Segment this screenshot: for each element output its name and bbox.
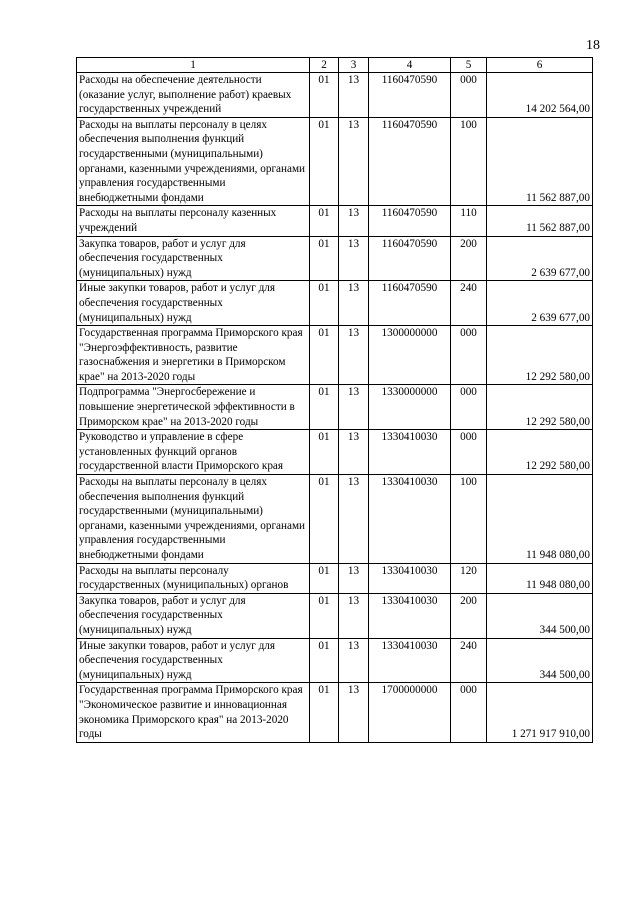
table-row	[77, 638, 593, 683]
row-amount: 12 292 580,00	[487, 385, 593, 430]
row-section-code: 01	[310, 326, 339, 385]
page-number: 18	[586, 38, 600, 53]
column-header: 5	[451, 58, 487, 73]
row-section-code: 01	[310, 683, 339, 742]
row-subsection-code: 13	[339, 281, 369, 326]
row-amount: 11 562 887,00	[487, 117, 593, 206]
row-description: Закупка товаров, работ и услуг для обеспечения государственных (муниципальных) нужд	[77, 593, 310, 638]
column-header: 4	[369, 58, 451, 73]
row-target-article: 1330410030	[369, 430, 451, 475]
row-target-article: 1160470590	[369, 73, 451, 118]
row-subsection-code: 13	[339, 117, 369, 206]
row-target-article: 1160470590	[369, 236, 451, 281]
row-target-article: 1330410030	[369, 563, 451, 593]
row-description: Расходы на выплаты персоналу в целях обеспечения выполнения функций государственными (муниципальными) органами, казенными учреждениями, органами управления государственными внебюджетными фондами	[77, 117, 310, 206]
row-expense-type: 000	[451, 430, 487, 475]
row-subsection-code: 13	[339, 430, 369, 475]
row-target-article: 1330410030	[369, 593, 451, 638]
row-target-article: 1300000000	[369, 326, 451, 385]
row-expense-type: 000	[451, 73, 487, 118]
table-row	[77, 683, 593, 742]
row-expense-type: 120	[451, 563, 487, 593]
row-section-code: 01	[310, 430, 339, 475]
row-description: Государственная программа Приморского края "Энергоэффективность, развитие газоснабжения и энергетики в Приморском крае" на 2013-2020 годы	[77, 326, 310, 385]
row-subsection-code: 13	[339, 475, 369, 564]
table-row	[77, 326, 593, 385]
row-section-code: 01	[310, 206, 339, 236]
row-section-code: 01	[310, 563, 339, 593]
row-amount: 11 562 887,00	[487, 206, 593, 236]
row-expense-type: 100	[451, 475, 487, 564]
row-subsection-code: 13	[339, 206, 369, 236]
row-description: Руководство и управление в сфере установленных функций органов государственной власти Приморского края	[77, 430, 310, 475]
row-section-code: 01	[310, 236, 339, 281]
row-amount: 2 639 677,00	[487, 236, 593, 281]
table-row	[77, 73, 593, 118]
row-description: Подпрограмма "Энергосбережение и повышение энергетической эффективности в Приморском крае" на 2013-2020 годы	[77, 385, 310, 430]
row-expense-type: 000	[451, 385, 487, 430]
row-subsection-code: 13	[339, 638, 369, 683]
row-section-code: 01	[310, 385, 339, 430]
row-target-article: 1160470590	[369, 117, 451, 206]
row-amount: 2 639 677,00	[487, 281, 593, 326]
table-row	[77, 385, 593, 430]
row-target-article: 1160470590	[369, 206, 451, 236]
row-amount: 14 202 564,00	[487, 73, 593, 118]
row-target-article: 1160470590	[369, 281, 451, 326]
table-row	[77, 206, 593, 236]
row-expense-type: 240	[451, 638, 487, 683]
table-header-row	[77, 58, 593, 73]
row-section-code: 01	[310, 593, 339, 638]
row-description: Государственная программа Приморского края "Экономическое развитие и инновационная экономика Приморского края" на 2013-2020 годы	[77, 683, 310, 742]
row-description: Расходы на выплаты персоналу государственных (муниципальных) органов	[77, 563, 310, 593]
row-amount: 11 948 080,00	[487, 475, 593, 564]
row-description: Иные закупки товаров, работ и услуг для обеспечения государственных (муниципальных) нужд	[77, 638, 310, 683]
table-row	[77, 475, 593, 564]
row-amount: 344 500,00	[487, 638, 593, 683]
row-amount: 344 500,00	[487, 593, 593, 638]
row-description: Иные закупки товаров, работ и услуг для обеспечения государственных (муниципальных) нужд	[77, 281, 310, 326]
row-expense-type: 100	[451, 117, 487, 206]
row-subsection-code: 13	[339, 593, 369, 638]
row-description: Расходы на выплаты персоналу в целях обеспечения выполнения функций государственными (муниципальными) органами, казенными учреждениями, органами управления государственными внебюджетными фондами	[77, 475, 310, 564]
row-amount: 11 948 080,00	[487, 563, 593, 593]
row-amount: 12 292 580,00	[487, 430, 593, 475]
row-description: Закупка товаров, работ и услуг для обеспечения государственных (муниципальных) нужд	[77, 236, 310, 281]
column-header: 2	[310, 58, 339, 73]
row-description: Расходы на обеспечение деятельности (оказание услуг, выполнение работ) краевых государственных учреждений	[77, 73, 310, 118]
row-section-code: 01	[310, 475, 339, 564]
row-section-code: 01	[310, 638, 339, 683]
column-header: 1	[77, 58, 310, 73]
row-expense-type: 240	[451, 281, 487, 326]
row-expense-type: 200	[451, 593, 487, 638]
row-amount: 12 292 580,00	[487, 326, 593, 385]
row-expense-type: 000	[451, 683, 487, 742]
row-expense-type: 200	[451, 236, 487, 281]
row-subsection-code: 13	[339, 326, 369, 385]
row-expense-type: 000	[451, 326, 487, 385]
row-section-code: 01	[310, 117, 339, 206]
row-description: Расходы на выплаты персоналу казенных учреждений	[77, 206, 310, 236]
table-row	[77, 117, 593, 206]
row-section-code: 01	[310, 73, 339, 118]
row-subsection-code: 13	[339, 236, 369, 281]
row-target-article: 1700000000	[369, 683, 451, 742]
row-target-article: 1330410030	[369, 475, 451, 564]
column-header: 6	[487, 58, 593, 73]
row-section-code: 01	[310, 281, 339, 326]
budget-table	[76, 57, 593, 743]
column-header: 3	[339, 58, 369, 73]
row-subsection-code: 13	[339, 385, 369, 430]
row-amount: 1 271 917 910,00	[487, 683, 593, 742]
row-subsection-code: 13	[339, 683, 369, 742]
table-row	[77, 593, 593, 638]
table-row	[77, 236, 593, 281]
row-target-article: 1330000000	[369, 385, 451, 430]
row-subsection-code: 13	[339, 73, 369, 118]
table-row	[77, 430, 593, 475]
row-target-article: 1330410030	[369, 638, 451, 683]
row-expense-type: 110	[451, 206, 487, 236]
row-subsection-code: 13	[339, 563, 369, 593]
table-row	[77, 281, 593, 326]
table-row	[77, 563, 593, 593]
